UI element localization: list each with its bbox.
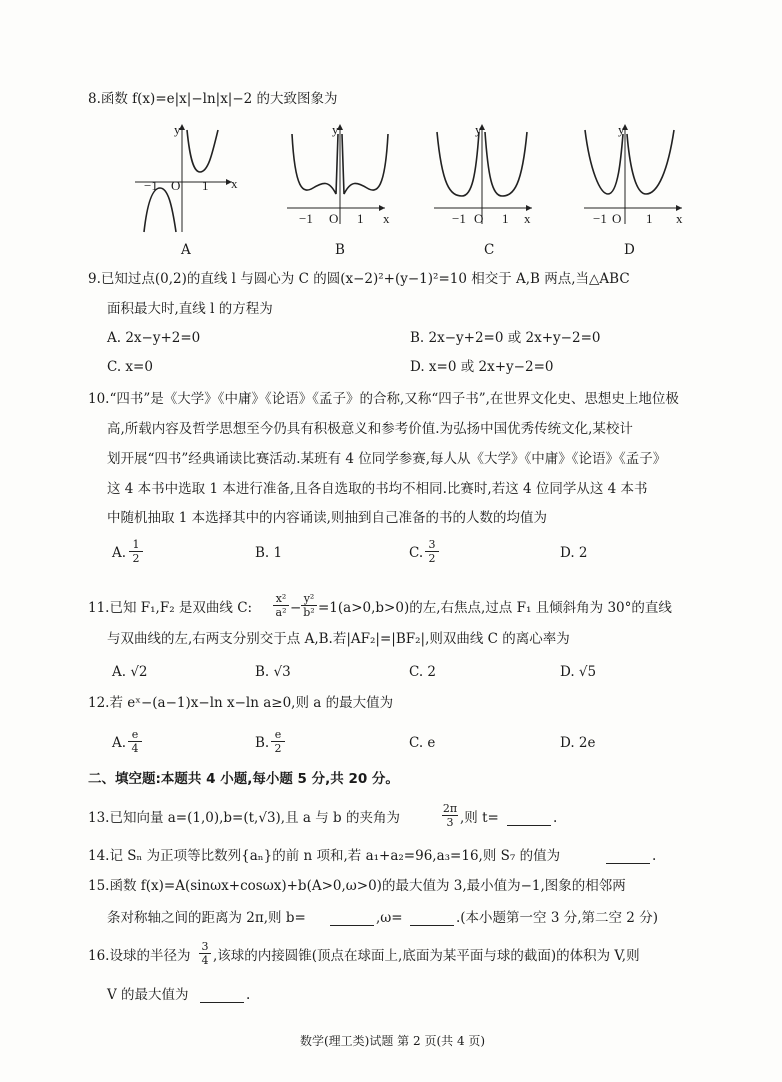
- q12-a-den: 4: [128, 741, 142, 754]
- q11-option-c: C. 2: [409, 664, 437, 680]
- graph-a-one: 1: [202, 178, 209, 193]
- graph-a-xlabel: x: [231, 176, 238, 191]
- q15-answer-blank-1: [330, 913, 374, 926]
- q8-graph-c: [430, 120, 540, 234]
- q11-x2: x²: [275, 592, 287, 605]
- q9-stem-1: 9.已知过点(0,2)的直线 l 与圆心为 C 的圆(x−2)²+(y−1)²=10 相交于 A,B 两点,当△ABC: [88, 271, 630, 287]
- q10-a-den: 2: [129, 551, 143, 564]
- q14-part-1: 14.记 Sₙ 为正项等比数列{aₙ}的前 n 项和,若 a₁+a₂=96,a₃=16,则 S₇ 的值为: [88, 848, 561, 864]
- q16-den: 4: [199, 953, 211, 966]
- graph-c-one: 1: [502, 211, 509, 226]
- graph-b-one: 1: [357, 211, 364, 226]
- graph-a-ylabel: y: [174, 122, 181, 137]
- q8-label-c: C: [484, 242, 495, 258]
- q14-end: .: [652, 848, 657, 864]
- q10-option-c-frac: [425, 539, 439, 564]
- q13-part-2: ,则 t=: [460, 810, 499, 826]
- q10-line-2: 高,所载内容及哲学思想至今仍具有积极意义和参考价值.为弘扬中国优秀传统文化,某校计: [107, 421, 633, 437]
- q9-option-b: B. 2x−y+2=0 或 2x+y−2=0: [410, 330, 601, 346]
- q10-c-num: 3: [428, 538, 436, 551]
- q8-label-b: B: [335, 242, 345, 258]
- q16-frac: [199, 941, 211, 966]
- q11-y2: y²: [303, 592, 315, 605]
- q10-c-den: 2: [425, 551, 439, 564]
- q15-answer-blank-2: [410, 913, 454, 926]
- graph-d-ylabel: y: [618, 122, 625, 137]
- q10-a-num: 1: [132, 538, 140, 551]
- q8-graph-a: [130, 120, 240, 242]
- q10-option-b: B. 1: [255, 545, 283, 561]
- q14-answer-blank: [606, 851, 650, 864]
- q15-line-1: 15.函数 f(x)=A(sinωx+cosωx)+b(A>0,ω>0)的最大值为 3,最小值为−1,图象的相邻两: [88, 878, 626, 894]
- q11-b2: b²: [301, 605, 317, 618]
- graph-a-neg-one: −1: [144, 178, 158, 193]
- q13-part-1: 13.已知向量 a=(1,0),b=(t,√3),且 a 与 b 的夹角为: [88, 810, 400, 826]
- q11-minus: −: [290, 600, 302, 616]
- q12-option-b-label: B.: [255, 735, 270, 751]
- q13-den: 3: [442, 815, 458, 828]
- q16-line-2: V 的最大值为: [107, 987, 189, 1003]
- q13-frac: [442, 803, 458, 828]
- q12-b-den: 2: [271, 741, 285, 754]
- q12-option-a-label: A.: [112, 735, 127, 751]
- graph-d-xlabel: x: [676, 211, 683, 226]
- graph-b-ylabel: y: [332, 122, 339, 137]
- graph-d-origin: O: [612, 211, 622, 226]
- q9-stem-2: 面积最大时,直线 l 的方程为: [107, 301, 273, 317]
- q9-option-a: A. 2x−y+2=0: [107, 330, 201, 346]
- q10-line-5: 中随机抽取 1 本选择其中的内容诵读,则抽到自己准备的书的人数的均值为: [107, 510, 547, 526]
- q9-option-d: D. x=0 或 2x+y−2=0: [410, 359, 554, 375]
- q12-a-num: e: [131, 728, 139, 741]
- q8-label-d: D: [624, 242, 635, 258]
- q10-option-c-label: C.: [409, 545, 424, 561]
- q8-stem: 8.函数 f(x)=e|x|−ln|x|−2 的大致图象为: [88, 91, 338, 107]
- q10-option-a-frac: [129, 539, 143, 564]
- q15-part-c: .(本小题第一空 3 分,第二空 2 分): [456, 910, 658, 926]
- q11-frac-x: [273, 593, 289, 618]
- q10-line-4: 这 4 本书中选取 1 本进行准备,且各自选取的书均不相同.比赛时,若这 4 位同学从这 4 本书: [107, 481, 648, 497]
- q12-option-b-frac: [271, 729, 285, 754]
- section-2-heading: 二、填空题:本题共 4 小题,每小题 5 分,共 20 分。: [88, 771, 399, 787]
- graph-d-neg-one: −1: [593, 211, 607, 226]
- q12-option-a-frac: [128, 729, 142, 754]
- graph-a-origin: O: [171, 178, 181, 193]
- q16-num: 3: [201, 940, 209, 953]
- graph-d-one: 1: [646, 211, 653, 226]
- graph-b-origin: O: [329, 211, 339, 226]
- q13-num: 2π: [442, 802, 458, 815]
- q12-stem: 12.若 eˣ−(a−1)x−ln x−ln a≥0,则 a 的最大值为: [88, 695, 394, 711]
- q11-option-a: A. √2: [112, 664, 148, 680]
- q11-part-1: 11.已知 F₁,F₂ 是双曲线 C:: [88, 600, 253, 616]
- graph-c-xlabel: x: [524, 211, 531, 226]
- q16-part-2: ,该球的内接圆锥(顶点在球面上,底面为某平面与球的截面)的体积为 V,则: [213, 948, 640, 964]
- graph-c-origin: O: [474, 211, 484, 226]
- q11-frac-y: [301, 593, 317, 618]
- q11-part-2: =1(a>0,b>0)的左,右焦点,过点 F₁ 且倾斜角为 30°的直线: [318, 600, 672, 616]
- q11-option-d: D. √5: [560, 664, 597, 680]
- graph-c-ylabel: y: [475, 122, 482, 137]
- q16-end: .: [246, 987, 251, 1003]
- q11-a2: a²: [273, 605, 289, 618]
- graph-b-xlabel: x: [383, 211, 390, 226]
- q16-answer-blank: [200, 990, 244, 1003]
- q9-option-c: C. x=0: [107, 359, 153, 375]
- q16-part-1: 16.设球的半径为: [88, 948, 191, 964]
- q10-option-a-label: A.: [112, 545, 127, 561]
- q11-option-b: B. √3: [255, 664, 291, 680]
- q8-graph-b: [283, 120, 393, 234]
- q10-option-d: D. 2: [560, 545, 588, 561]
- q11-line-2: 与双曲线的左,右两支分别交于点 A,B.若|AF₂|=|BF₂|,则双曲线 C 的离心率为: [107, 631, 570, 647]
- q8-graph-d: [580, 120, 690, 234]
- q10-line-1: 10.“四书”是《大学》《中庸》《论语》《孟子》的合称,又称“四子书”,在世界文化史、思想史上地位极: [88, 391, 679, 407]
- q13-end: .: [553, 810, 558, 826]
- page-footer: 数学(理工类)试题 第 2 页(共 4 页): [300, 1034, 486, 1048]
- q10-line-3: 划开展“四书”经典诵读比赛活动.某班有 4 位同学参赛,每人从《大学》《中庸》《论语》《孟子》: [107, 451, 667, 467]
- q12-option-d: D. 2e: [560, 735, 596, 751]
- q15-part-a: 条对称轴之间的距离为 2π,则 b=: [107, 910, 306, 926]
- graph-b-neg-one: −1: [299, 211, 313, 226]
- q13-answer-blank: [507, 813, 551, 826]
- q12-b-num: e: [274, 728, 282, 741]
- q15-part-b: ,ω=: [376, 910, 403, 926]
- q8-label-a: A: [181, 242, 191, 258]
- graph-c-neg-one: −1: [452, 211, 466, 226]
- q12-option-c: C. e: [409, 735, 436, 751]
